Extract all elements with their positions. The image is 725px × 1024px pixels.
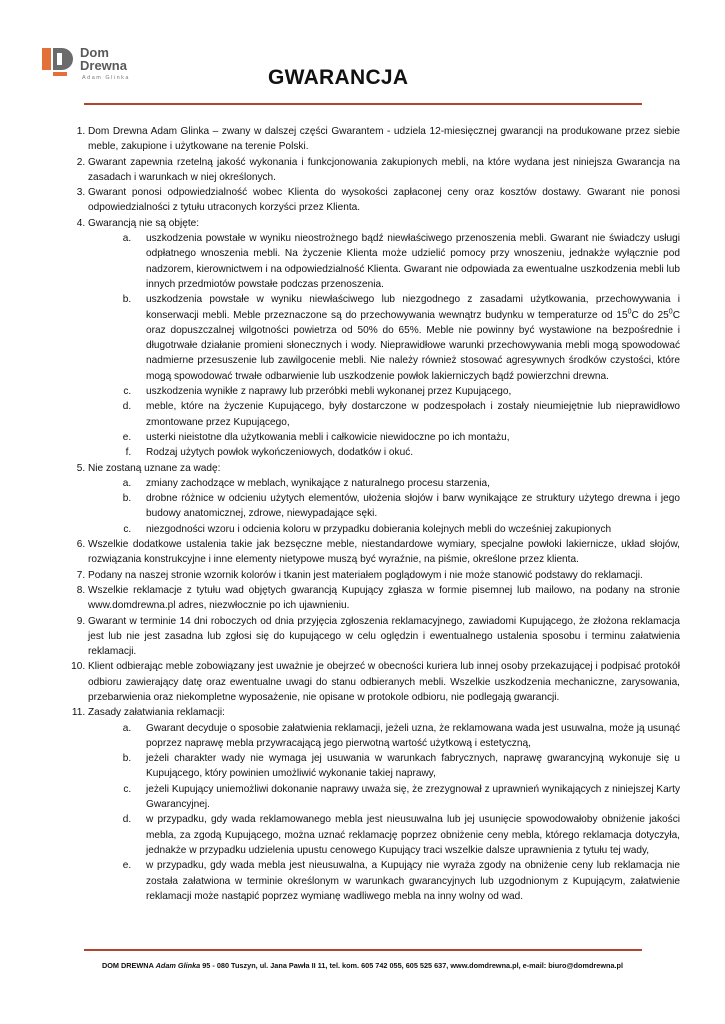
term-5a: a. zmiany zachodzące w meblach, wynikające z naturalnego procesu starzenia,	[134, 476, 680, 491]
logo-mark-icon	[42, 44, 76, 78]
term-4	[88, 216, 680, 461]
term-4-text: Gwarancją nie są objęte:	[88, 217, 200, 229]
term-11c: c. jeżeli Kupujący uniemożliwi dokonanie naprawy uważa się, że zrezygnował z uprawnień wynikających z niniejszej Karty Gwarancyjnej.	[134, 782, 680, 813]
term-4b-mid: C do 25	[631, 309, 669, 321]
term-9: 9. Gwarant w terminie 14 dni roboczych od dnia przyjęcia zgłoszenia reklamacyjnego, zawiadomi Kupującego, że złożona reklamacja jest lub nie jest zasadna lub zgłosi się do kupującego w celu oględzin i ewentualnego ustalenia sposobu i terminu załatwienia reklamacji.	[88, 614, 680, 660]
term-5-text: Nie zostaną uznane za wadę:	[88, 462, 221, 474]
term-11e: e. w przypadku, gdy wada mebla jest nieusuwalna, a Kupujący nie wyraża zgody na obniżenie ceny lub reklamacja nie została załatwiona w terminie określonym w warunkach gwarancyjnych lub uzgodnionym z Kupującym, załatwienie reklamacji może nastąpić poprzez wymianę wadliwego mebla na inny wolny od wad.	[134, 858, 680, 904]
terms-list	[66, 124, 680, 904]
term-8: 8. Wszelkie reklamacje z tytułu wad objętych gwarancją Kupujący zgłasza w formie pisemnej lub mailowo, na podany na stronie www.domdrewna.pl adres, niezwłocznie po ich ujawnieniu.	[88, 583, 680, 614]
degree-sup: 0	[668, 308, 673, 316]
logo-wordmark	[80, 46, 127, 72]
footer-divider	[84, 949, 642, 951]
term-11-sublist	[88, 721, 680, 905]
term-5	[88, 461, 680, 537]
term-4d: d. meble, które na życzenie Kupującego, były dostarczone w podzespołach i zostały nieumiejętnie lub nieprawidłowo zmontowane przez Kupującego,	[134, 399, 680, 430]
term-4-sublist	[88, 231, 680, 460]
footer	[0, 961, 725, 970]
warranty-terms	[66, 124, 680, 904]
term-7: 7. Podany na naszej stronie wzornik kolorów i tkanin jest materiałem poglądowym i nie może stanowić podstawy do reklamacji.	[88, 568, 680, 583]
degree-sup: 0	[627, 308, 632, 316]
term-11-text: Zasady załatwiania reklamacji:	[88, 707, 225, 719]
term-10: 10. Klient odbierając meble zobowiązany jest uważnie je obejrzeć w obecności kuriera lub innej osoby przekazującej i podpisać protokół odbioru zawierający datę oraz ewentualne uwagi do stanu odbieranych mebli. Wszelkie uszkodzenia mechaniczne, zarysowania, przebarwienia oraz niekompletne wyposażenie, nie opisane w protokole odbioru, nie podlegają gwarancji.	[88, 659, 680, 705]
term-5-sublist	[88, 476, 680, 537]
footer-contact: 95 - 080 Tuszyn, ul. Jana Pawła II 11, tel. kom. 605 742 055, 605 525 637, www.domdrewna.pl, e-mail: biuro@domdrewna.pl	[202, 961, 624, 970]
term-5b: b. drobne różnice w odcieniu użytych elementów, ułożenia słojów i barw wynikające ze struktury użytego drewna i jego budowy anatomicznej, zdrowe, niewypadające sęki.	[134, 491, 680, 522]
term-4b-post: C oraz dopuszczalnej wilgotności powietrza od 50% do 65%. Meble nie powinny być wystawione na bezpośrednie i długotrwałe działanie promieni słonecznych i wody. Nieprawidłowe warunki przechowywania mebli mogą spowodować nadmierne przesuszenie lub zawilgocenie mebli. Nie należy również stosować agresywnych środków czystości, które mogą spowodować trwałe odbarwienie lub uszkodzenie powłok lakierniczych bądź powierzchni drewna.	[146, 309, 680, 382]
header-divider	[84, 103, 642, 105]
footer-company: DOM DREWNA	[101, 961, 154, 970]
term-4a: a. uszkodzenia powstałe w wyniku nieostrożnego bądź niewłaściwego przenoszenia mebli. Gwarant nie świadczy usługi odpłatnego wnoszenia mebli. Na życzenie Klienta może udzielić pomocy przy wnoszeniu, jednakże wyłącznie pod nadzorem, kierownictwem i na odpowiedzialność Klienta. Gwarant nie odpowiada za ewentualne uszkodzenia mebli lub innych przedmiotów powstałe podczas przenoszenia.	[134, 231, 680, 292]
term-4c: c. uszkodzenia wynikłe z naprawy lub przeróbki mebli wykonanej przez Kupującego,	[134, 384, 680, 399]
term-3: 3. Gwarant ponosi odpowiedzialność wobec Klienta do wysokości zapłaconej ceny oraz kosztów dostawy. Gwarant nie ponosi odpowiedzialności z tytułu utraconych korzyści przez Klienta.	[88, 185, 680, 216]
term-4b	[134, 292, 680, 384]
company-logo	[42, 44, 152, 90]
logo-subtitle: Adam Glinka	[82, 75, 130, 81]
term-11d: d. w przypadku, gdy wada reklamowanego mebla jest nieusuwalna lub jej usunięcie spowodowałoby obniżenie jakości mebla, za zgodą Kupującego, można uznać reklamację poprzez obniżenie ceny mebla, którego reklamacja dotyczyła, jednakże w przypadku udzielenia upustu cenowego Kupujący traci wszelkie dalsze uprawnienia z tytułu tej wady,	[134, 812, 680, 858]
logo-line1: Dom	[80, 45, 109, 60]
footer-owner: Adam Glinka	[155, 961, 201, 970]
page-title: GWARANCJA	[268, 66, 409, 89]
term-11	[88, 705, 680, 904]
term-4b-pre: uszkodzenia powstałe w wyniku niewłaściwego lub niezgodnego z zasadami użytkowania, przechowywania i konserwacji mebli. Meble przeznaczone są do przechowywania wewnątrz budynku w temperaturze od 15	[146, 294, 680, 321]
logo-line2: Drewna	[80, 58, 127, 73]
term-11b: b. jeżeli charakter wady nie wymaga jej usuwania w warunkach fabrycznych, naprawę gwarancyjną wykonuje się u Kupującego, który powinien umożliwić wykonanie takiej naprawy,	[134, 751, 680, 782]
term-5c: c. niezgodności wzoru i odcienia koloru w przypadku dobierania kolejnych mebli do wcześniej zakupionych	[134, 522, 680, 537]
term-6: 6. Wszelkie dodatkowe ustalenia takie jak bezsęczne meble, niestandardowe wymiary, specjalne powłoki lakiernicze, układ słojów, rozwiązania konstrukcyjne i inne elementy nietypowe muszą być wyraźnie, na piśmie, określone przez klienta.	[88, 537, 680, 568]
term-1: 1. Dom Drewna Adam Glinka – zwany w dalszej części Gwarantem - udziela 12-miesięcznej gwarancji na produkowane przez siebie meble, zakupione i użytkowane na terenie Polski.	[88, 124, 680, 155]
term-11a: a. Gwarant decyduje o sposobie załatwienia reklamacji, jeżeli uzna, że reklamowana wada jest usuwalna, może ją usunąć poprzez naprawę mebla przywracającą jego pierwotną wartość użytkową i estetyczną,	[134, 721, 680, 752]
term-4e: e. usterki nieistotne dla użytkowania mebli i całkowicie niewidoczne po ich montażu,	[134, 430, 680, 445]
term-2: 2. Gwarant zapewnia rzetelną jakość wykonania i funkcjonowania zakupionych mebli, na które wydana jest niniejsza Gwarancja na zasadach i warunkach w niej określonych.	[88, 155, 680, 186]
term-4f: f. Rodzaj użytych powłok wykończeniowych, dodatków i okuć.	[134, 445, 680, 460]
